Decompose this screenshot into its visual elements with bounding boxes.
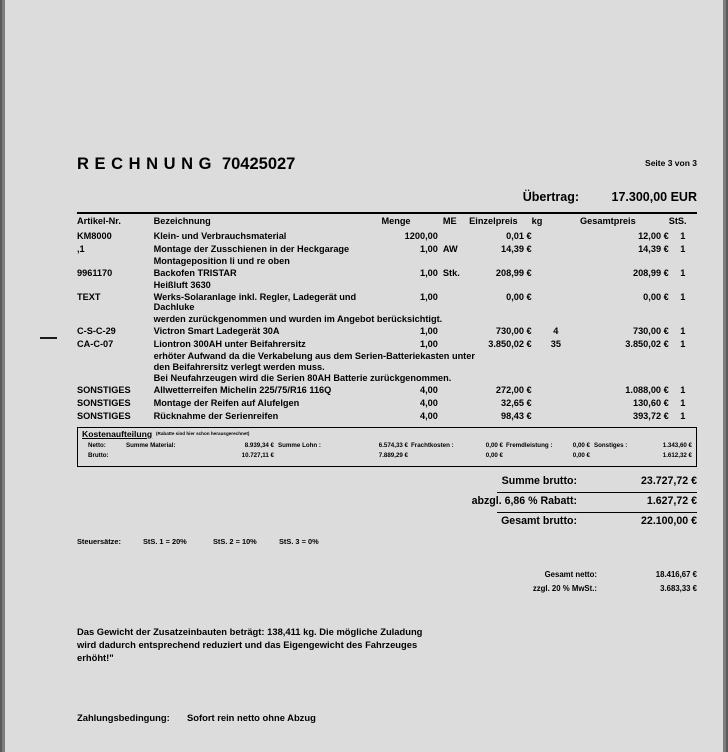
table-row <box>77 409 697 422</box>
cell-quantity: 4,00 <box>420 410 438 421</box>
cell-unit-price: 730,00 € <box>495 325 532 336</box>
cell-unit <box>438 409 469 422</box>
cell-subline-text: erhöter Aufwand da die Verkabelung aus dem Serien-Batteriekasten unter <box>153 350 475 361</box>
net-total-row <box>77 570 697 584</box>
cell-description: Liontron 300AH unter Beifahrersitz <box>153 338 306 349</box>
page-indicator: Seite 3 von 3 <box>645 158 697 168</box>
cost-labour-label: Summe Lohn : <box>278 441 321 449</box>
discount-value: 1.627,72 € <box>646 495 697 507</box>
th-tax-code: StS. <box>668 216 687 226</box>
cell-unit: Stk. <box>442 267 460 278</box>
payment-terms-row <box>77 712 697 728</box>
cell-article: C-S-C-29 <box>77 325 116 336</box>
cost-external-label: Fremdleistung : <box>506 441 553 449</box>
cell-subline-text: Montageposition li und re oben <box>153 255 290 266</box>
cell-tax-code: 1 <box>680 397 686 408</box>
th-weight: kg <box>531 216 543 226</box>
table-row <box>77 337 697 350</box>
cell-weight <box>532 290 580 313</box>
cell-unit-price: 0,00 € <box>506 291 532 302</box>
table-row <box>77 383 697 396</box>
cell-tax-code: 1 <box>680 384 686 395</box>
th-unit: ME <box>442 216 457 226</box>
invoice-number: 70425027 <box>221 155 296 173</box>
table-row <box>77 242 697 255</box>
cell-quantity: 1,00 <box>420 243 438 254</box>
payment-terms-label: Zahlungsbedingung: <box>77 712 170 723</box>
cell-total-price: 393,72 € <box>632 410 669 421</box>
table-header <box>77 214 697 229</box>
cell-quantity: 1200,00 <box>404 230 438 241</box>
cell-unit-price: 98,43 € <box>500 410 532 421</box>
cell-unit <box>438 383 469 396</box>
cell-quantity: 1,00 <box>420 291 438 302</box>
cell-subline-pad <box>77 372 154 383</box>
cell-article: TEXT <box>77 291 101 302</box>
cell-description: Victron Smart Ladegerät 30A <box>153 325 280 336</box>
invoice-header <box>77 155 697 177</box>
table-row <box>77 324 697 337</box>
cost-breakdown-netto-row <box>78 442 696 452</box>
cell-article: 9961170 <box>77 267 113 278</box>
cell-article: SONSTIGES <box>77 384 131 395</box>
cell-subline-pad <box>77 350 154 361</box>
vat-label: zzgl. 20 % MwSt.: <box>532 584 597 593</box>
cost-breakdown-note: (Rabatte sind hier schon herausgerechnet) <box>156 430 250 436</box>
th-description: Bezeichnung <box>153 216 211 226</box>
cell-total-price: 14,39 € <box>638 243 669 254</box>
cost-brutto-label: Brutto: <box>88 451 109 459</box>
cell-tax-code: 1 <box>680 291 686 302</box>
carryover-row <box>77 190 697 208</box>
cell-quantity: 1,00 <box>420 325 438 336</box>
cell-article: KM8000 <box>77 230 112 241</box>
cell-unit-price: 208,99 € <box>495 267 532 278</box>
cell-weight <box>532 266 580 279</box>
weight-note-line-2: wird dadurch entsprechend reduziert und das Eigengewicht des Fahrzeuges <box>77 639 418 650</box>
cell-subline-text: werden zurückgenommen und wurden im Angebot berücksichtigt. <box>153 313 443 324</box>
cell-article: ,1 <box>77 243 85 254</box>
cost-freight-brutto: 0,00 € <box>485 451 503 459</box>
sum-gross-value: 23.727,72 € <box>641 475 697 487</box>
cell-subline-pad <box>77 279 154 290</box>
table-subline-row <box>77 255 697 266</box>
tax-rate-2: StS. 2 = 10% <box>213 537 257 546</box>
cell-total-price: 1.088,00 € <box>625 384 669 395</box>
table-subline-row <box>77 350 697 361</box>
cell-quantity: 1,00 <box>420 267 438 278</box>
cell-subline-pad <box>77 255 154 266</box>
cell-weight: 4 <box>553 325 559 336</box>
cell-subline-text: Heißluft 3630 <box>153 279 211 290</box>
cost-labour-brutto: 7.889,29 € <box>378 451 408 459</box>
cost-material-brutto: 10.727,11 € <box>241 451 274 459</box>
cell-total-price: 3.850,02 € <box>625 338 669 349</box>
cell-total-price: 12,00 € <box>638 230 669 241</box>
tax-rates-row <box>77 537 697 551</box>
cost-netto-label: Netto: <box>88 441 106 449</box>
th-article: Artikel-Nr. <box>77 216 121 226</box>
cost-breakdown-brutto-row <box>78 452 696 462</box>
cell-total-price: 208,99 € <box>632 267 669 278</box>
sum-gross-label: Summe brutto: <box>501 475 577 487</box>
page-title <box>77 155 295 174</box>
vat-value: 3.683,33 € <box>660 584 697 593</box>
cell-total-price: 0,00 € <box>643 291 669 302</box>
cell-article: SONSTIGES <box>77 397 131 408</box>
carryover-value: 17.300,00 EUR <box>611 190 697 204</box>
cell-weight <box>532 242 580 255</box>
weight-note-line-3: erhöht!" <box>77 652 114 663</box>
payment-terms-value: Sofort rein netto ohne Abzug <box>187 712 316 723</box>
discount-label: abzgl. 6,86 % Rabatt: <box>471 495 577 507</box>
cost-external-netto: 0,00 € <box>572 441 590 449</box>
cell-tax-code: 1 <box>680 338 686 349</box>
cell-description: Klein- und Verbrauchsmaterial <box>153 230 287 241</box>
cell-unit-price: 272,00 € <box>495 384 532 395</box>
tax-rate-3: StS. 3 = 0% <box>279 537 319 546</box>
cost-freight-netto: 0,00 € <box>485 441 503 449</box>
net-summary-block <box>77 570 697 600</box>
vat-row <box>77 584 697 598</box>
net-total-label: Gesamt netto: <box>544 570 597 579</box>
cell-subline-pad <box>77 361 154 372</box>
carryover-label: Übertrag: <box>522 190 579 204</box>
cell-subline-text: Bei Neufahrzeugen wird die Serien 80AH Batterie zurückgenommen. <box>153 372 452 383</box>
cell-description: Allwetterreifen Michelin 225/75/R16 116Q <box>153 384 332 395</box>
table-row <box>77 290 697 313</box>
table-row <box>77 396 697 409</box>
cell-unit <box>438 337 469 350</box>
cell-subline-pad <box>77 313 154 324</box>
cell-weight <box>532 229 580 242</box>
table-header-row <box>77 214 697 229</box>
cell-tax-code: 1 <box>680 230 686 241</box>
invoice-sheet <box>77 0 697 728</box>
cost-material-netto: 8.939,34 € <box>244 441 274 449</box>
cell-unit: AW <box>442 243 458 254</box>
discount-row <box>77 495 697 511</box>
cell-tax-code: 1 <box>680 243 686 254</box>
cost-external-brutto: 0,00 € <box>572 451 590 459</box>
cell-description: Rücknahme der Serienreifen <box>153 410 279 421</box>
totals-rule-2 <box>497 512 697 513</box>
cell-article: SONSTIGES <box>77 410 131 421</box>
cost-labour-netto: 6.574,33 € <box>378 441 408 449</box>
cell-unit <box>438 229 469 242</box>
cell-tax-code: 1 <box>680 325 686 336</box>
cell-quantity: 1,00 <box>420 338 438 349</box>
cell-article: CA-C-07 <box>77 338 114 349</box>
cell-weight <box>532 409 580 422</box>
totals-block <box>77 475 697 531</box>
cell-quantity: 4,00 <box>420 384 438 395</box>
total-gross-label: Gesamt brutto: <box>501 515 577 527</box>
weight-note-line-1: Das Gewicht der Zusatzeinbauten beträgt: 138,411 kg. Die mögliche Zuladung <box>77 626 423 637</box>
cell-unit-price: 14,39 € <box>500 243 532 254</box>
total-gross-value: 22.100,00 € <box>641 515 697 527</box>
cell-unit <box>438 324 469 337</box>
cell-subline-text: den Beifahrersitz verlegt werden muss. <box>153 361 325 372</box>
table-subline-row <box>77 361 697 372</box>
th-total-price: Gesamtpreis <box>580 216 636 226</box>
cell-tax-code: 1 <box>680 267 686 278</box>
th-quantity: Menge <box>381 216 411 226</box>
cell-unit <box>438 290 469 313</box>
table-subline-row <box>77 372 697 383</box>
cost-breakdown-box <box>77 427 697 467</box>
document-type-label: R E C H N U N G <box>77 155 212 173</box>
cell-unit-price: 0,01 € <box>506 230 532 241</box>
total-gross-row <box>77 515 697 531</box>
cell-description: Montage der Reifen auf Alufelgen <box>153 397 300 408</box>
cell-unit <box>438 396 469 409</box>
cell-total-price: 730,00 € <box>632 325 669 336</box>
cost-material-label: Summe Material: <box>126 441 176 449</box>
cell-tax-code: 1 <box>680 410 686 421</box>
line-items-table <box>77 214 697 422</box>
cell-weight <box>532 383 580 396</box>
cell-description: Backofen TRISTAR <box>153 267 237 278</box>
totals-rule-1 <box>497 492 697 493</box>
cell-total-price: 130,60 € <box>632 397 669 408</box>
cell-weight: 35 <box>550 338 561 349</box>
fold-mark <box>40 337 57 339</box>
table-body <box>77 229 697 422</box>
table-subline-row <box>77 313 697 324</box>
cell-unit-price: 32,65 € <box>500 397 532 408</box>
cell-description: Montage der Zusschienen in der Heckgarage <box>153 243 350 254</box>
table-subline-row <box>77 279 697 290</box>
table-row <box>77 229 697 242</box>
table-row <box>77 266 697 279</box>
tax-rate-1: StS. 1 = 20% <box>143 537 187 546</box>
cost-other-netto: 1.343,60 € <box>662 441 692 449</box>
tax-rates-label: Steuersätze: <box>77 537 121 546</box>
cost-breakdown-title: Kostenaufteilung <box>82 429 153 439</box>
cell-quantity: 4,00 <box>420 397 438 408</box>
weight-note <box>77 625 477 664</box>
sum-gross-row <box>77 475 697 491</box>
cost-other-brutto: 1.612,32 € <box>662 451 692 459</box>
cell-description: Werks-Solaranlage inkl. Regler, Ladegerät und Dachluke <box>153 291 357 312</box>
cell-weight <box>532 396 580 409</box>
cost-other-label: Sonstiges : <box>594 441 628 449</box>
cost-freight-label: Frachtkosten : <box>411 441 454 449</box>
cell-unit-price: 3.850,02 € <box>488 338 532 349</box>
th-unit-price: Einzelpreis <box>469 216 518 226</box>
net-total-value: 18.416,67 € <box>655 570 697 579</box>
